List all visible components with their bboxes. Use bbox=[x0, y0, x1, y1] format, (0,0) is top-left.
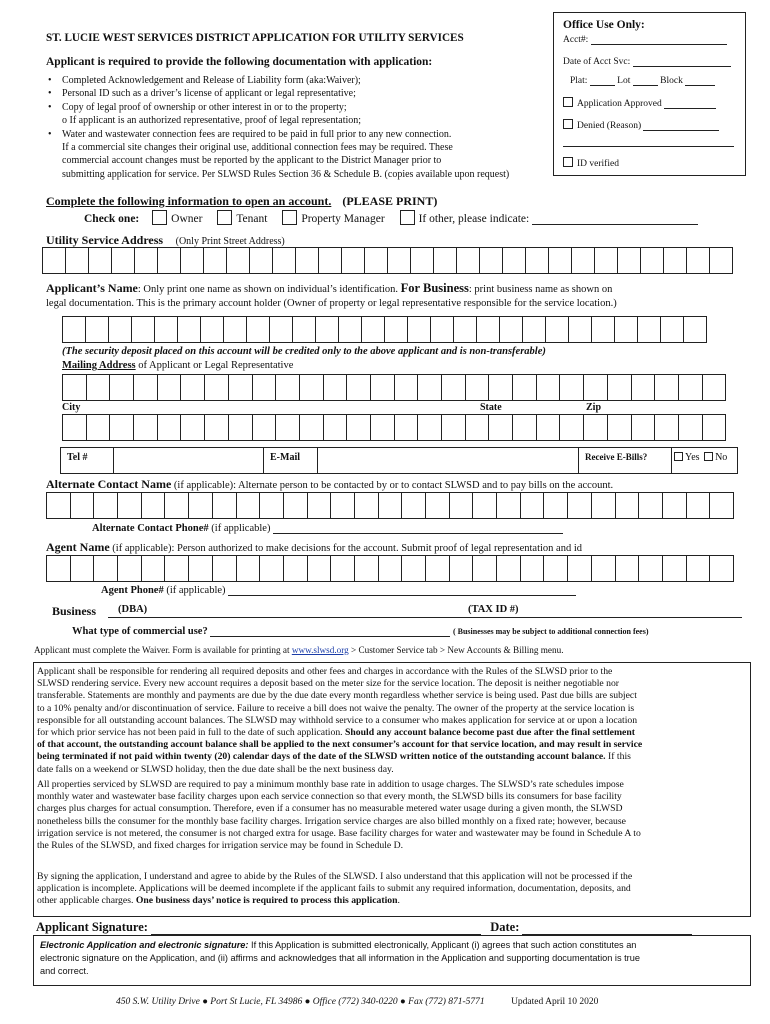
terms-line: date falls on a weekend or SLWSD holiday, then the due date shall be the next business day. bbox=[37, 763, 394, 775]
terms-line-bold: One business days’ notice is required to process this application bbox=[135, 895, 398, 907]
ebills-no-label: No bbox=[715, 452, 728, 463]
terms-box bbox=[33, 662, 751, 917]
applicant-business-note: : print business name as shown on bbox=[468, 284, 613, 295]
date-acct-svc-field[interactable] bbox=[633, 57, 731, 67]
if-other-label: If other, please indicate: bbox=[418, 213, 530, 225]
email-label: E-Mail bbox=[264, 448, 318, 473]
list-item: • Personal ID such as a driver’s license of applicant or legal representative; bbox=[46, 87, 606, 100]
other-checkbox[interactable] bbox=[400, 210, 415, 225]
char-box[interactable] bbox=[473, 555, 497, 582]
char-box[interactable] bbox=[247, 316, 270, 343]
date-acct-svc-label: Date of Acct Svc: bbox=[563, 57, 631, 67]
char-box[interactable] bbox=[655, 374, 679, 401]
alternate-contact-boxes[interactable] bbox=[46, 492, 734, 519]
char-box[interactable] bbox=[426, 555, 450, 582]
char-box[interactable] bbox=[560, 414, 584, 441]
char-box[interactable] bbox=[165, 492, 189, 519]
char-box[interactable] bbox=[181, 374, 205, 401]
char-box[interactable] bbox=[331, 492, 355, 519]
char-box[interactable] bbox=[253, 414, 277, 441]
char-box[interactable] bbox=[408, 316, 431, 343]
char-box[interactable] bbox=[592, 316, 615, 343]
char-box[interactable] bbox=[94, 555, 118, 582]
char-box[interactable] bbox=[63, 374, 87, 401]
agent-name-note: (if applicable): Person authorized to make decisions for the account. Submit proof of legal representation and id bbox=[109, 543, 583, 554]
char-box[interactable] bbox=[523, 316, 546, 343]
char-box[interactable] bbox=[237, 555, 261, 582]
terms-line: the Rules of the SLWSD, and fixed charges for irrigation service may be found in Schedule D. bbox=[37, 840, 404, 852]
char-box[interactable] bbox=[339, 316, 362, 343]
char-box[interactable] bbox=[112, 247, 135, 274]
terms-line: All properties serviced by SLWSD are required to pay a minimum monthly base rate in addition to usage charges. The SLWSD’s rate schedules impose bbox=[37, 779, 624, 790]
char-box[interactable] bbox=[63, 316, 86, 343]
char-box[interactable] bbox=[229, 414, 253, 441]
char-box[interactable] bbox=[47, 555, 71, 582]
char-box[interactable] bbox=[63, 414, 87, 441]
char-box[interactable] bbox=[632, 414, 656, 441]
char-box[interactable] bbox=[687, 492, 711, 519]
char-box[interactable] bbox=[497, 492, 521, 519]
char-box[interactable] bbox=[293, 316, 316, 343]
char-box[interactable] bbox=[66, 247, 89, 274]
char-box[interactable] bbox=[655, 414, 679, 441]
char-box[interactable] bbox=[450, 555, 474, 582]
char-box[interactable] bbox=[497, 555, 521, 582]
requirements-list bbox=[46, 74, 606, 181]
denied-label: Denied (Reason) bbox=[577, 121, 642, 131]
char-box[interactable] bbox=[710, 492, 734, 519]
char-box[interactable] bbox=[592, 555, 616, 582]
char-box[interactable] bbox=[466, 374, 490, 401]
char-box[interactable] bbox=[641, 247, 664, 274]
footer-address: 450 S.W. Utility Drive ● Port St Lucie, FL 34986 ● Office (772) 340-0220 ● Fax (772) 871-5771 bbox=[116, 997, 485, 1007]
char-box[interactable] bbox=[110, 374, 134, 401]
char-box[interactable] bbox=[661, 316, 684, 343]
char-box[interactable] bbox=[616, 555, 640, 582]
char-box[interactable] bbox=[537, 374, 561, 401]
esig-text-3: and correct. bbox=[40, 966, 89, 976]
city-state-zip-boxes[interactable] bbox=[62, 414, 726, 441]
terms-line: nonetheless bills the consumer for the monthly base facility charges. Irrigation service charges are also billed monthly on a fixed rate; however, because bbox=[37, 815, 626, 827]
char-box[interactable] bbox=[418, 414, 442, 441]
char-box[interactable] bbox=[362, 316, 385, 343]
char-box[interactable] bbox=[181, 414, 205, 441]
business-line[interactable] bbox=[108, 604, 742, 618]
char-box[interactable] bbox=[710, 247, 733, 274]
char-box[interactable] bbox=[442, 374, 466, 401]
denied-reason-field[interactable] bbox=[643, 121, 719, 131]
char-box[interactable] bbox=[572, 247, 595, 274]
waiver-text-2: > Customer Service tab > New Accounts & Billing menu. bbox=[348, 645, 564, 655]
list-item-cont: If a commercial site changes their original use, additional connection fees may be required. These bbox=[62, 142, 453, 154]
char-box[interactable] bbox=[663, 555, 687, 582]
char-box[interactable] bbox=[385, 316, 408, 343]
applicant-name-boxes[interactable] bbox=[62, 316, 707, 343]
commercial-use-field[interactable] bbox=[210, 626, 450, 637]
property-manager-label: Property Manager bbox=[301, 213, 385, 225]
office-use-heading: Office Use Only: bbox=[563, 19, 645, 31]
char-box[interactable] bbox=[434, 247, 457, 274]
char-box[interactable] bbox=[158, 374, 182, 401]
block-label: Block bbox=[660, 76, 683, 86]
char-box[interactable] bbox=[503, 247, 526, 274]
char-box[interactable] bbox=[684, 316, 707, 343]
char-box[interactable] bbox=[395, 374, 419, 401]
owner-checkbox[interactable] bbox=[152, 210, 167, 225]
terms-line-bold: of that account, the outstanding account balance shall be applied to the next consumer’s account for that service location, and may result in service bbox=[37, 739, 643, 751]
char-box[interactable] bbox=[632, 374, 656, 401]
char-box[interactable] bbox=[300, 414, 324, 441]
signature-field[interactable] bbox=[151, 922, 481, 935]
signature-label: Applicant Signature: bbox=[36, 920, 148, 934]
char-box[interactable] bbox=[284, 555, 308, 582]
footer-updated: Updated April 10 2020 bbox=[511, 997, 599, 1007]
char-box[interactable] bbox=[109, 316, 132, 343]
char-box[interactable] bbox=[371, 374, 395, 401]
char-box[interactable] bbox=[371, 414, 395, 441]
char-box[interactable] bbox=[296, 247, 319, 274]
list-item-cont: commercial account changes must be reported by the applicant to the District Manager prior to bbox=[62, 155, 442, 167]
approved-field[interactable] bbox=[664, 99, 716, 109]
char-box[interactable] bbox=[201, 316, 224, 343]
alternate-phone-label: Alternate Contact Phone# bbox=[92, 523, 209, 534]
block-field[interactable] bbox=[685, 76, 715, 86]
char-box[interactable] bbox=[355, 492, 379, 519]
char-box[interactable] bbox=[94, 492, 118, 519]
char-box[interactable] bbox=[710, 555, 734, 582]
agent-phone-note: (if applicable) bbox=[163, 585, 229, 596]
char-box[interactable] bbox=[204, 247, 227, 274]
ebills-yes-checkbox[interactable] bbox=[674, 452, 683, 461]
char-box[interactable] bbox=[189, 492, 213, 519]
page-title: ST. LUCIE WEST SERVICES DISTRICT APPLICATION FOR UTILITY SERVICES bbox=[46, 32, 464, 44]
char-box[interactable] bbox=[270, 316, 293, 343]
char-box[interactable] bbox=[480, 247, 503, 274]
char-box[interactable] bbox=[134, 414, 158, 441]
terms-line: irrigation service is not metered, the consumer is not charged extra for usage. Base facility charges for water and wastewater may be found in Schedule A to bbox=[37, 827, 641, 839]
terms-line: for which prior service has not been paid in full to the date of such application. bbox=[37, 727, 346, 739]
owner-label: Owner bbox=[171, 213, 203, 225]
agent-phone-label: Agent Phone# bbox=[101, 585, 164, 596]
char-box[interactable] bbox=[664, 247, 687, 274]
terms-line: SLWSD rendering service. Every new account requires a deposit based on the meter size for the service location. The deposit is neither negotiable nor bbox=[37, 678, 620, 690]
for-business-label: For Business bbox=[400, 281, 469, 295]
char-box[interactable] bbox=[224, 316, 247, 343]
terms-line: By signing the application, I understand and agree to abide by the Rules of the SLWSD. I also understand that this application will not be processed if the bbox=[37, 871, 633, 882]
char-box[interactable] bbox=[584, 414, 608, 441]
agent-phone-field[interactable] bbox=[228, 585, 576, 596]
char-box[interactable] bbox=[229, 374, 253, 401]
char-box[interactable] bbox=[347, 414, 371, 441]
char-box[interactable] bbox=[316, 316, 339, 343]
char-box[interactable] bbox=[181, 247, 204, 274]
char-box[interactable] bbox=[134, 374, 158, 401]
mailing-address-note: of Applicant or Legal Representative bbox=[135, 360, 294, 371]
ebills-yes-label: Yes bbox=[685, 452, 700, 463]
char-box[interactable] bbox=[300, 374, 324, 401]
char-box[interactable] bbox=[473, 492, 497, 519]
char-box[interactable] bbox=[132, 316, 155, 343]
acct-field[interactable] bbox=[591, 35, 727, 45]
commercial-use-label: What type of commercial use? bbox=[72, 626, 208, 637]
please-print-label: (PLEASE PRINT) bbox=[342, 194, 438, 208]
char-box[interactable] bbox=[521, 555, 545, 582]
email-field[interactable] bbox=[318, 448, 579, 473]
terms-line-bold: being terminated if not paid within twenty (20) calendar days of the date of the SLWSD written notice of the outstanding account balance. bbox=[37, 751, 606, 763]
char-box[interactable] bbox=[608, 414, 632, 441]
char-box[interactable] bbox=[86, 316, 109, 343]
terms-line: application is incomplete. Applications will be deemed incomplete if the applicant fails to submit any required information, documentation, deposits, and bbox=[37, 883, 631, 895]
char-box[interactable] bbox=[457, 247, 480, 274]
char-box[interactable] bbox=[618, 247, 641, 274]
char-box[interactable] bbox=[253, 374, 277, 401]
service-address-label: Utility Service Address bbox=[46, 233, 164, 247]
applicant-name-note: : Only print one name as shown on individual’s identification. bbox=[137, 284, 399, 295]
char-box[interactable] bbox=[402, 555, 426, 582]
char-box[interactable] bbox=[500, 316, 523, 343]
char-box[interactable] bbox=[466, 414, 490, 441]
esig-text-2: electronic signature on the Application, and (ii) affirms and acknowledges that all information in the Application and supporting documentation is true bbox=[40, 953, 640, 963]
ebills-no-checkbox[interactable] bbox=[704, 452, 713, 461]
char-box[interactable] bbox=[178, 316, 201, 343]
complete-heading: Complete the following information to open an account. bbox=[46, 194, 332, 208]
application-approved-label: Application Approved bbox=[577, 99, 662, 109]
esig-label: Electronic Application and electronic signature: bbox=[40, 940, 249, 950]
char-box[interactable] bbox=[703, 414, 727, 441]
char-box[interactable] bbox=[155, 316, 178, 343]
terms-line: responsible for all outstanding account balances. The SLWSD may withhold service to a consumer who makes application for service at or upon a location bbox=[37, 714, 638, 726]
char-box[interactable] bbox=[639, 555, 663, 582]
city-label: City bbox=[62, 402, 81, 413]
char-box[interactable] bbox=[213, 555, 237, 582]
char-box[interactable] bbox=[513, 414, 537, 441]
char-box[interactable] bbox=[165, 555, 189, 582]
terms-line: If this bbox=[605, 751, 631, 763]
char-box[interactable] bbox=[526, 247, 549, 274]
char-box[interactable] bbox=[489, 414, 513, 441]
char-box[interactable] bbox=[544, 492, 568, 519]
terms-line: transferable. Statements are monthly and payments are due by the due date every month regardless whether service is being used. Past due bills are subject bbox=[37, 690, 637, 702]
char-box[interactable] bbox=[260, 555, 284, 582]
alternate-contact-note: (if applicable): Alternate person to be contacted by or to contact SLWSD and to pay bills on the account. bbox=[171, 480, 614, 491]
terms-line-bold: Should any account balance become past due after the final settlement bbox=[345, 727, 635, 739]
list-subitem: o If applicant is an authorized representative, proof of legal representation; bbox=[46, 114, 606, 127]
char-box[interactable] bbox=[489, 374, 513, 401]
char-box[interactable] bbox=[142, 555, 166, 582]
char-box[interactable] bbox=[355, 555, 379, 582]
tel-label: Tel # bbox=[61, 448, 114, 473]
char-box[interactable] bbox=[450, 492, 474, 519]
char-box[interactable] bbox=[395, 414, 419, 441]
char-box[interactable] bbox=[584, 374, 608, 401]
char-box[interactable] bbox=[189, 555, 213, 582]
char-box[interactable] bbox=[118, 555, 142, 582]
deposit-note: (The security deposit placed on this account will be credited only to the above applicant and is non-transferable) bbox=[62, 346, 546, 357]
terms-line: monthly water and wastewater base facility charges upon each service connection so that every month, the SLWSD bills its consumers for base facility bbox=[37, 791, 622, 803]
lot-field[interactable] bbox=[633, 76, 658, 86]
tenant-label: Tenant bbox=[236, 213, 268, 225]
char-box[interactable] bbox=[442, 414, 466, 441]
char-box[interactable] bbox=[87, 414, 111, 441]
requirements-heading: Applicant is required to provide the following documentation with application: bbox=[46, 56, 433, 68]
acct-label: Acct#: bbox=[563, 35, 589, 45]
char-box[interactable] bbox=[205, 374, 229, 401]
char-box[interactable] bbox=[71, 555, 95, 582]
state-label: State bbox=[480, 402, 502, 413]
agent-name-boxes[interactable] bbox=[46, 555, 734, 582]
char-box[interactable] bbox=[703, 374, 727, 401]
check-one-label: Check one: bbox=[84, 213, 140, 225]
char-box[interactable] bbox=[513, 374, 537, 401]
service-address-boxes[interactable] bbox=[42, 247, 733, 274]
terms-paragraph-1 bbox=[37, 666, 749, 776]
terms-line: other applicable charges. bbox=[37, 895, 136, 907]
esig-box bbox=[33, 935, 751, 986]
char-box[interactable] bbox=[418, 374, 442, 401]
char-box[interactable] bbox=[347, 374, 371, 401]
char-box[interactable] bbox=[324, 374, 348, 401]
commercial-use-note: ( Businesses may be subject to additional connection fees) bbox=[452, 627, 649, 636]
char-box[interactable] bbox=[454, 316, 477, 343]
char-box[interactable] bbox=[549, 247, 572, 274]
lot-label: Lot bbox=[617, 76, 631, 86]
char-box[interactable] bbox=[276, 374, 300, 401]
mailing-address-boxes[interactable] bbox=[62, 374, 726, 401]
char-box[interactable] bbox=[537, 414, 561, 441]
char-box[interactable] bbox=[687, 555, 711, 582]
char-box[interactable] bbox=[308, 555, 332, 582]
char-box[interactable] bbox=[426, 492, 450, 519]
char-box[interactable] bbox=[43, 247, 66, 274]
char-box[interactable] bbox=[679, 414, 703, 441]
char-box[interactable] bbox=[308, 492, 332, 519]
applicant-name-label: Applicant’s Name bbox=[46, 281, 138, 295]
char-box[interactable] bbox=[615, 316, 638, 343]
property-manager-checkbox[interactable] bbox=[282, 210, 297, 225]
char-box[interactable] bbox=[276, 414, 300, 441]
char-box[interactable] bbox=[521, 492, 545, 519]
alternate-contact-label: Alternate Contact Name bbox=[46, 477, 172, 491]
char-box[interactable] bbox=[592, 492, 616, 519]
tenant-checkbox[interactable] bbox=[217, 210, 232, 225]
dba-label: (DBA) bbox=[118, 604, 148, 615]
char-box[interactable] bbox=[595, 247, 618, 274]
list-item: • Water and wastewater connection fees are required to be paid in full prior to any new connection. bbox=[46, 128, 606, 141]
terms-line: charges plus charges for actual consumption. Therefore, even if a consumer has no measurable metered water usage during a given month, the SLWSD bbox=[37, 803, 623, 815]
list-item: • Completed Acknowledgement and Release of Liability form (aka:Waiver); bbox=[46, 74, 606, 87]
char-box[interactable] bbox=[477, 316, 500, 343]
ebills-options bbox=[672, 448, 739, 473]
char-box[interactable] bbox=[135, 247, 158, 274]
list-item: • Copy of legal proof of ownership or other interest in or to the property; bbox=[46, 101, 606, 114]
char-box[interactable] bbox=[319, 247, 342, 274]
char-box[interactable] bbox=[544, 555, 568, 582]
contact-table bbox=[60, 447, 738, 474]
char-box[interactable] bbox=[110, 414, 134, 441]
char-box[interactable] bbox=[379, 555, 403, 582]
char-box[interactable] bbox=[638, 316, 661, 343]
ebills-label: Receive E-Bills? bbox=[579, 448, 672, 473]
plat-label: Plat: bbox=[570, 76, 588, 86]
char-box[interactable] bbox=[569, 316, 592, 343]
char-box[interactable] bbox=[158, 414, 182, 441]
tel-field[interactable] bbox=[114, 448, 264, 473]
agent-name-label: Agent Name bbox=[46, 540, 110, 554]
alternate-phone-note: (if applicable) bbox=[208, 523, 271, 534]
char-box[interactable] bbox=[616, 492, 640, 519]
char-box[interactable] bbox=[342, 247, 365, 274]
char-box[interactable] bbox=[260, 492, 284, 519]
date-field[interactable] bbox=[522, 922, 692, 935]
tax-id-label: (TAX ID #) bbox=[468, 604, 519, 615]
char-box[interactable] bbox=[89, 247, 112, 274]
list-item-cont: submitting application for service. Per SLWSD Rules Section 36 & Schedule B. (copies available upon request) bbox=[62, 168, 510, 180]
alternate-phone-field[interactable] bbox=[273, 523, 563, 534]
char-box[interactable] bbox=[71, 492, 95, 519]
char-box[interactable] bbox=[568, 492, 592, 519]
char-box[interactable] bbox=[87, 374, 111, 401]
date-label: Date: bbox=[490, 920, 520, 934]
char-box[interactable] bbox=[365, 247, 388, 274]
waiver-link[interactable]: www.slwsd.org bbox=[291, 645, 349, 655]
char-box[interactable] bbox=[431, 316, 454, 343]
applicant-name-note-2: legal documentation. This is the primary account holder (Owner of property or legal representative responsible for the service location.) bbox=[46, 298, 617, 309]
terms-paragraph-2 bbox=[37, 779, 749, 852]
char-box[interactable] bbox=[324, 414, 348, 441]
mailing-address-label: Mailing Address bbox=[62, 360, 136, 371]
char-box[interactable] bbox=[205, 414, 229, 441]
char-box[interactable] bbox=[158, 247, 181, 274]
char-box[interactable] bbox=[679, 374, 703, 401]
char-box[interactable] bbox=[546, 316, 569, 343]
char-box[interactable] bbox=[663, 492, 687, 519]
other-field[interactable] bbox=[532, 214, 698, 225]
char-box[interactable] bbox=[284, 492, 308, 519]
char-box[interactable] bbox=[213, 492, 237, 519]
char-box[interactable] bbox=[568, 555, 592, 582]
char-box[interactable] bbox=[331, 555, 355, 582]
terms-line: to a 10% penalty and/or discontinuation of service. Failure to receive a bill does not waive the penalty. The owner of the property at the service location is bbox=[37, 702, 635, 714]
char-box[interactable] bbox=[273, 247, 296, 274]
char-box[interactable] bbox=[227, 247, 250, 274]
char-box[interactable] bbox=[118, 492, 142, 519]
char-box[interactable] bbox=[560, 374, 584, 401]
service-address-note: (Only Print Street Address) bbox=[175, 236, 285, 247]
business-label: Business bbox=[52, 604, 97, 618]
id-verified-label: ID verified bbox=[577, 159, 619, 169]
char-box[interactable] bbox=[237, 492, 261, 519]
esig-text: If this Application is submitted electronically, Applicant (i) agrees that such action constitutes an bbox=[248, 940, 637, 950]
char-box[interactable] bbox=[687, 247, 710, 274]
check-one-row bbox=[84, 210, 698, 225]
char-box[interactable] bbox=[402, 492, 426, 519]
char-box[interactable] bbox=[411, 247, 434, 274]
char-box[interactable] bbox=[608, 374, 632, 401]
char-box[interactable] bbox=[388, 247, 411, 274]
terms-paragraph-3 bbox=[37, 871, 749, 908]
char-box[interactable] bbox=[47, 492, 71, 519]
terms-line: . bbox=[397, 895, 400, 907]
waiver-text: Applicant must complete the Waiver. Form is available for printing at bbox=[34, 645, 292, 655]
char-box[interactable] bbox=[379, 492, 403, 519]
zip-label: Zip bbox=[586, 402, 602, 413]
char-box[interactable] bbox=[142, 492, 166, 519]
terms-line: Applicant shall be responsible for rendering all required deposits and other fees and charges in accordance with the Rules of the SLWSD prior to the bbox=[37, 666, 613, 677]
char-box[interactable] bbox=[250, 247, 273, 274]
char-box[interactable] bbox=[639, 492, 663, 519]
